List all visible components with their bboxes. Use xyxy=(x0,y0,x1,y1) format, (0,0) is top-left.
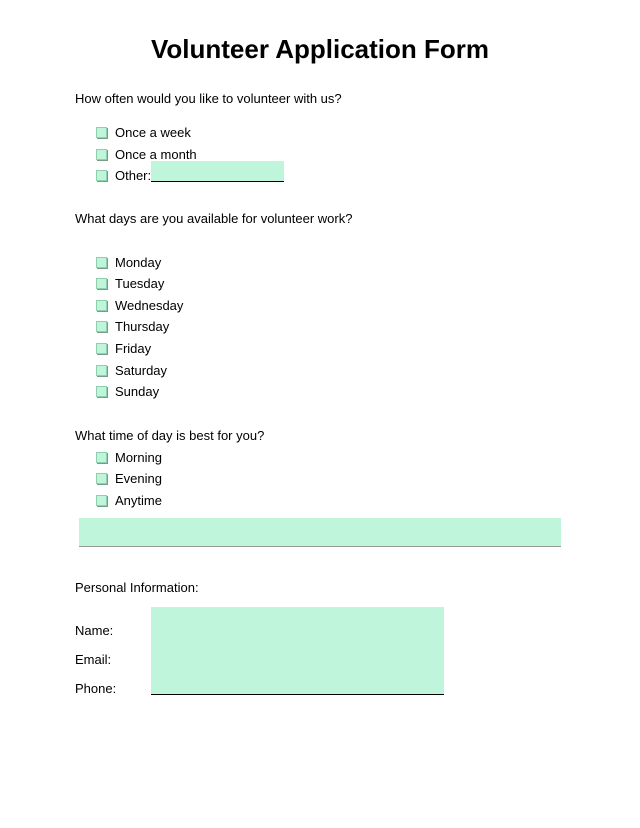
option-label: Once a month xyxy=(115,146,197,162)
option-label: Evening xyxy=(115,470,162,486)
email-label: Email: xyxy=(75,652,112,667)
option-label: Other: xyxy=(115,167,152,183)
name-input[interactable] xyxy=(151,607,444,637)
option-label: Thursday xyxy=(115,318,170,334)
option-monday[interactable] xyxy=(96,254,161,270)
time-question: What time of day is best for you? xyxy=(75,428,265,443)
option-label: Saturday xyxy=(115,362,168,378)
checkbox[interactable] xyxy=(96,386,107,397)
option-label: Sunday xyxy=(115,383,160,399)
option-anytime[interactable] xyxy=(96,492,162,508)
option-wednesday[interactable] xyxy=(96,297,183,313)
checkbox[interactable] xyxy=(96,170,107,181)
form-title: Volunteer Application Form xyxy=(150,34,489,64)
option-label: Wednesday xyxy=(115,297,184,313)
checkbox[interactable] xyxy=(96,127,107,138)
option-label: Anytime xyxy=(115,492,162,508)
option-label: Once a week xyxy=(115,124,191,140)
option-sunday[interactable] xyxy=(96,383,159,399)
checkbox[interactable] xyxy=(96,473,107,484)
email-input[interactable] xyxy=(151,636,444,666)
days-question: What days are you available for volunteer work? xyxy=(75,211,353,226)
phone-input[interactable] xyxy=(151,665,444,695)
option-friday[interactable] xyxy=(96,340,151,356)
option-label: Friday xyxy=(115,340,152,356)
other-frequency-input[interactable] xyxy=(151,161,284,182)
checkbox[interactable] xyxy=(96,452,107,463)
checkbox[interactable] xyxy=(96,495,107,506)
option-other[interactable] xyxy=(96,167,155,183)
checkbox[interactable] xyxy=(96,278,107,289)
name-label: Name: xyxy=(75,623,114,638)
option-tuesday[interactable] xyxy=(96,275,164,291)
option-saturday[interactable] xyxy=(96,362,167,378)
checkbox[interactable] xyxy=(96,300,107,311)
checkbox[interactable] xyxy=(96,343,107,354)
frequency-question: How often would you like to volunteer with us? xyxy=(75,91,342,106)
option-morning[interactable] xyxy=(96,449,162,465)
checkbox[interactable] xyxy=(96,257,107,268)
phone-label: Phone: xyxy=(75,681,117,696)
option-label: Monday xyxy=(115,254,162,270)
option-evening[interactable] xyxy=(96,470,162,486)
checkbox[interactable] xyxy=(96,365,107,376)
option-label: Tuesday xyxy=(115,275,165,291)
option-thursday[interactable] xyxy=(96,318,169,334)
availability-notes-input[interactable] xyxy=(79,518,561,547)
option-once-a-week[interactable] xyxy=(96,124,191,140)
checkbox[interactable] xyxy=(96,149,107,160)
personal-info-heading: Personal Information: xyxy=(75,580,199,595)
checkbox[interactable] xyxy=(96,321,107,332)
option-label: Morning xyxy=(115,449,162,465)
option-once-a-month[interactable] xyxy=(96,146,197,162)
